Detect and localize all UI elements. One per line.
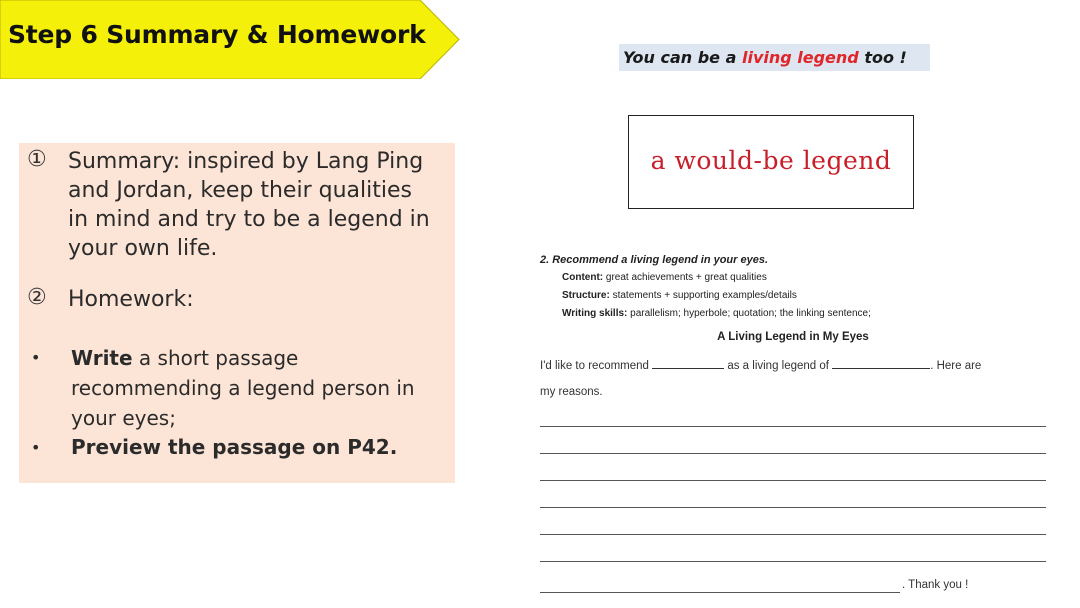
homework-item-write (71, 343, 451, 433)
homework-item-text: your eyes; (71, 406, 176, 430)
worksheet-item-content (562, 272, 767, 283)
writing-line (540, 426, 1046, 427)
legend-box-text: a would-be legend (650, 146, 892, 175)
item-text: parallelism; hyperbole; quotation; the linking sentence; (627, 308, 871, 319)
summary-line: your own life. (68, 236, 218, 261)
blank-line (832, 358, 930, 369)
homework-number: ② (27, 285, 47, 310)
homework-item-text: recommending a legend person in (71, 376, 415, 400)
slogan-pre: You can be a (623, 48, 742, 67)
homework-item-text: a short passage (132, 346, 299, 370)
bullet-glyph: • (31, 438, 41, 457)
slogan-post: too ! (858, 48, 907, 67)
slogan-highlight: living legend (741, 48, 859, 67)
page-title: Step 6 Summary & Homework (8, 20, 426, 49)
homework-item-bold: Write (71, 346, 133, 370)
sentence-part: I'd like to recommend (540, 360, 653, 372)
item-text: great achievements + great qualities (603, 272, 767, 283)
worksheet-heading: 2. Recommend a living legend in your eyes. (540, 254, 769, 266)
summary-text (68, 147, 448, 263)
worksheet-closing: . Thank you ! (902, 579, 969, 591)
sentence-part: . Here are (930, 360, 982, 372)
worksheet-title: A Living Legend in My Eyes (717, 331, 869, 343)
title-banner (0, 0, 460, 79)
summary-line: Summary: inspired by Lang Ping (68, 149, 424, 174)
slogan-banner (619, 44, 930, 71)
summary-line: in mind and try to be a legend in (68, 207, 430, 232)
item-label: Content: (562, 272, 604, 283)
bullet-glyph: • (31, 348, 41, 367)
summary-number: ① (27, 147, 47, 172)
item-label: Writing skills: (562, 308, 628, 319)
summary-line: and Jordan, keep their qualities (68, 178, 412, 203)
sentence-part: as a living legend of (724, 360, 833, 372)
homework-item-preview (71, 432, 451, 462)
item-label: Structure: (562, 290, 610, 301)
writing-line (540, 453, 1046, 454)
writing-line (540, 480, 1046, 481)
blank-line (652, 358, 724, 369)
writing-line (540, 561, 1046, 562)
item-text: statements + supporting examples/details (609, 290, 797, 301)
writing-line (540, 592, 900, 593)
summary-homework-panel (19, 143, 455, 483)
homework-label: Homework: (68, 287, 194, 312)
worksheet-sentence (540, 358, 981, 372)
worksheet-item-structure (562, 290, 797, 301)
writing-line (540, 534, 1046, 535)
writing-line (540, 507, 1046, 508)
worksheet (538, 250, 1048, 600)
worksheet-sentence: my reasons. (540, 386, 603, 398)
legend-box (628, 115, 914, 209)
homework-item-bold: Preview the passage on P42. (71, 435, 398, 459)
worksheet-item-skills (562, 308, 871, 319)
